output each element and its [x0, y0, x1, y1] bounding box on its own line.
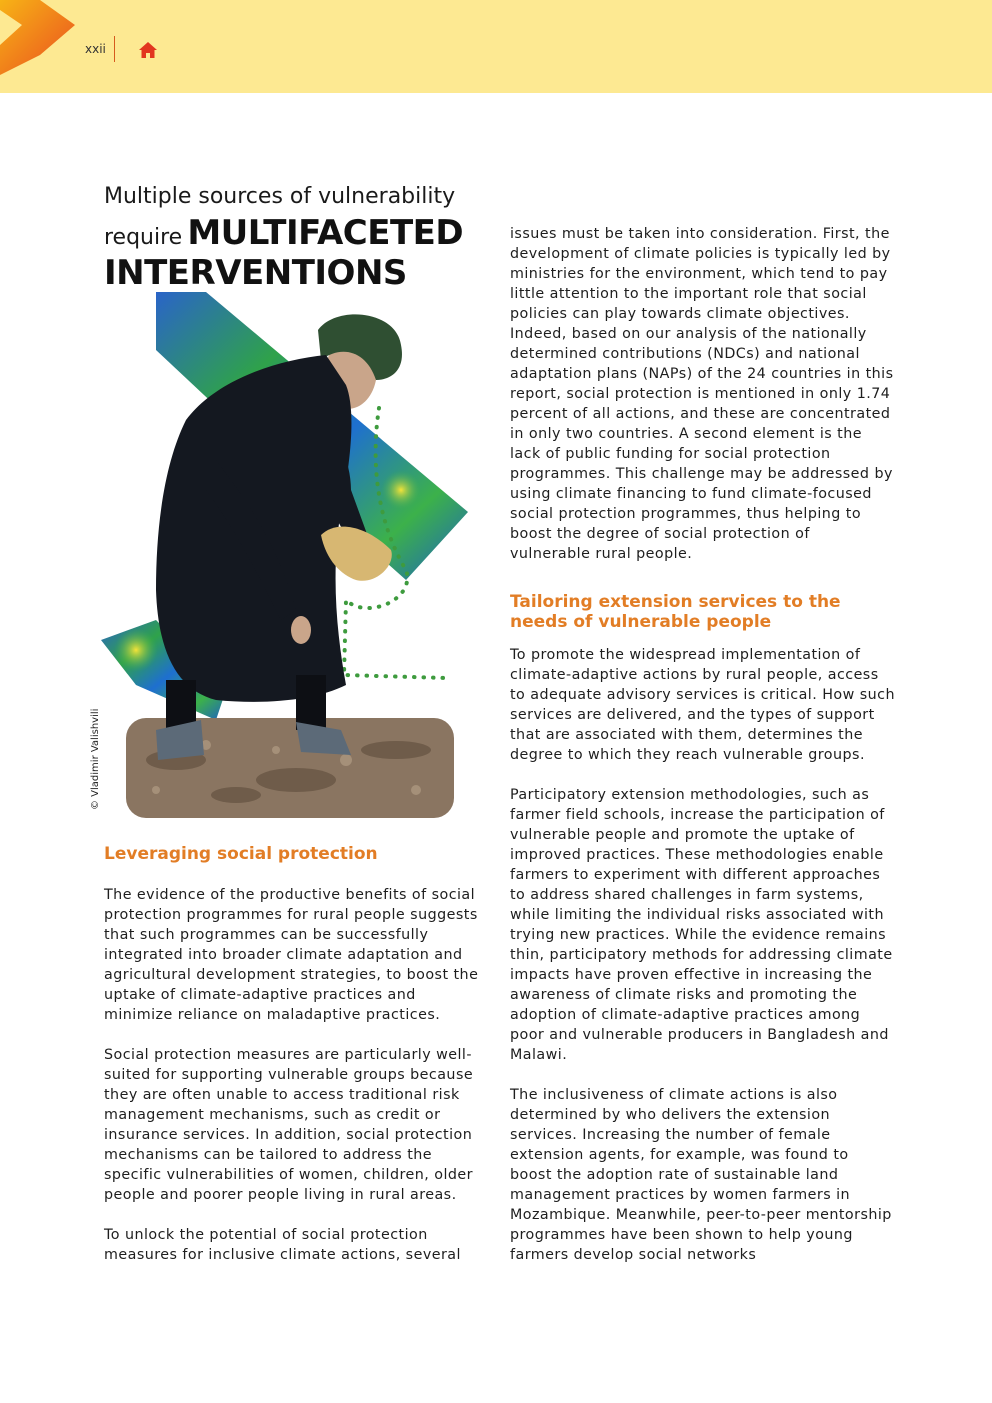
right-column-intro	[510, 224, 895, 584]
heading-tailoring-extension-services: Tailoring extension services to the needs of vulnerable people	[510, 592, 841, 632]
header-divider	[114, 36, 115, 62]
left-column-body	[104, 885, 488, 1285]
farmer-photo	[96, 290, 476, 820]
left-paragraph-1: The evidence of the productive benefits of social protection programmes for rural people suggests that such programmes can be successfully integrated into broader climate adaptation and agricultural development strategies, to boost the uptake of climate-adaptive practices and minimize reliance on maladaptive practices.	[104, 887, 479, 1023]
heading-leveraging-social-protection: Leveraging social protection	[104, 844, 378, 864]
title-emphasis-1: MULTIFACETED	[187, 213, 464, 253]
title-line-2-prefix: require	[104, 225, 183, 250]
photo-credit: © Vladimir Valishvili	[90, 708, 101, 810]
title-line-1: Multiple sources of vulnerability	[104, 184, 456, 209]
left-paragraph-3: To unlock the potential of social protection measures for inclusive climate actions, several	[104, 1227, 461, 1263]
section-title	[104, 180, 484, 293]
home-icon[interactable]	[138, 40, 158, 60]
right-column-body	[510, 645, 895, 1285]
right-paragraph-2: Participatory extension methodologies, such as farmer field schools, increase the participation of vulnerable people and promote the uptake of improved practices. These methodologies enable farmers to experiment with different approaches to address shared challenges in farm systems, while limiting the individual risks associated with trying new practices. While the evidence remains thin, participatory methods for addressing climate impacts have proven effective in increasing the awareness of climate risks and promoting the adoption of climate-adaptive practices among poor and vulnerable producers in Bangladesh and Malawi.	[510, 787, 893, 1063]
title-emphasis-2: INTERVENTIONS	[104, 253, 407, 293]
page-number: xxii	[85, 42, 106, 56]
right-paragraph-3: The inclusiveness of climate actions is also determined by who delivers the extension services. Increasing the number of female extension agents, for example, was found to boost the adoption rate of sustainable land management practices by women farmers in Mozambique. Meanwhile, peer-to-peer mentorship programmes have been shown to help young farmers develop social networks	[510, 1087, 892, 1263]
right-paragraph-1: To promote the widespread implementation of climate-adaptive actions by rural people, access to adequate advisory services is critical. How such services are delivered, and the types of support that are associated with them, determines the degree to which they reach vulnerable groups.	[510, 647, 895, 763]
right-intro-paragraph: issues must be taken into consideration. First, the development of climate policies is typically led by ministries for the environment, which tend to pay little attention to the important role that social policies can play towards climate objectives. Indeed, based on our analysis of the nationally determined contributions (NDCs) and national adaptation plans (NAPs) of the 24 countries in this report, social protection is mentioned in only 1.74 percent of all actions, and these are concentrated in only two countries. A second element is the lack of public funding for social protection programmes. This challenge may be addressed by using climate financing to fund climate-focused social protection programmes, thus helping to boost the degree of social protection of vulnerable rural people.	[510, 226, 894, 562]
chevron-arrow-logo	[0, 0, 80, 80]
left-paragraph-2: Social protection measures are particularly well-suited for supporting vulnerable groups because they are often unable to access traditional risk management mechanisms, such as credit or insurance services. In addition, social protection mechanisms can be tailored to address the specific vulnerabilities of women, children, older people and poorer people living in rural areas.	[104, 1047, 474, 1203]
